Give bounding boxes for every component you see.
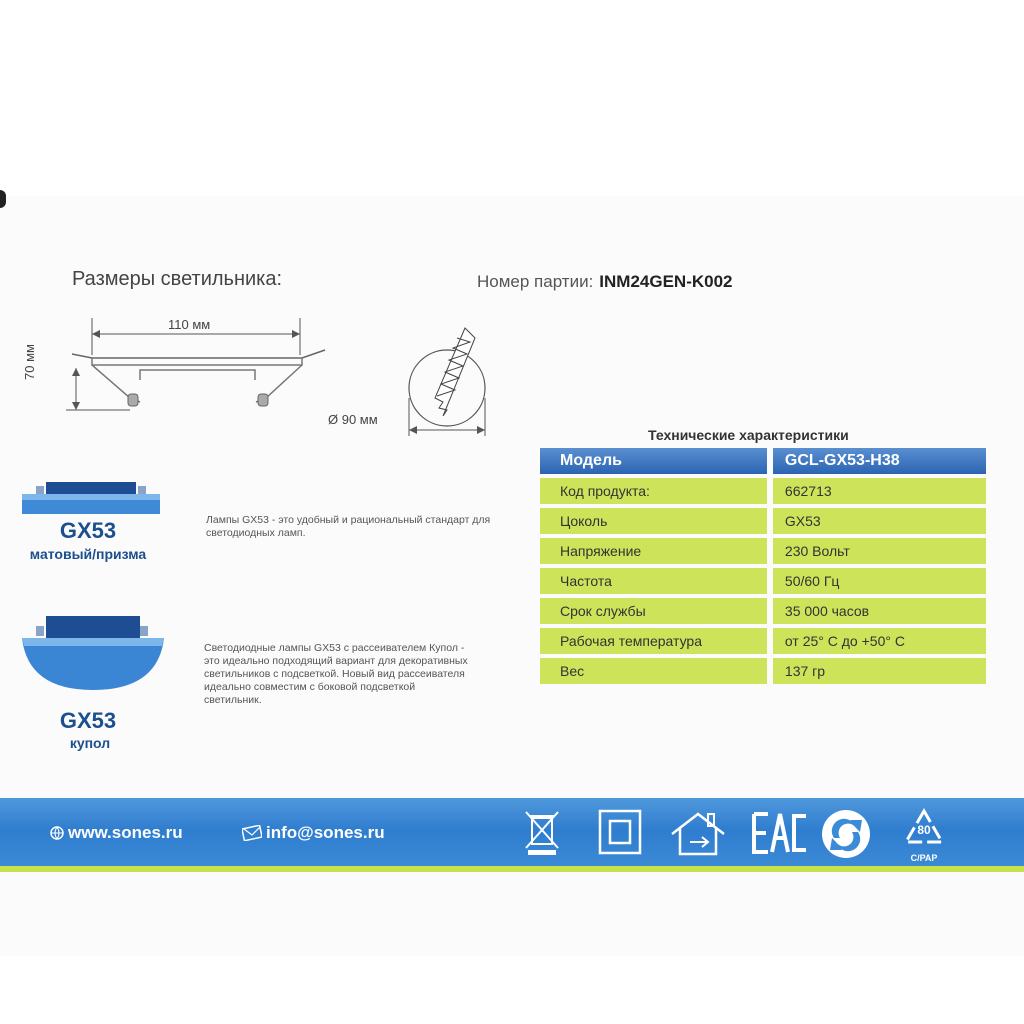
lamp2-description — [204, 642, 514, 707]
batch-label: Номер партии: — [477, 272, 594, 291]
spec-value: GX53 — [773, 508, 986, 534]
spec-label: Срок службы — [540, 598, 767, 624]
spec-value: 137 гр — [773, 658, 986, 684]
batch-value: INM24GEN-K002 — [599, 272, 733, 291]
specs-row — [540, 536, 986, 566]
specs-header-value: GCL-GX53-H38 — [773, 448, 986, 474]
specs-row — [540, 506, 986, 536]
website-link[interactable]: www.sones.ru — [68, 823, 183, 842]
email-link[interactable]: info@sones.ru — [266, 823, 385, 842]
double-insulation-icon — [598, 808, 642, 856]
spec-label: Цоколь — [540, 508, 767, 534]
lamp2-description-line: это идеально подходящий вариант для декоративных — [204, 655, 468, 667]
specs-row — [540, 626, 986, 656]
lamp2-description-line: Светодиодные лампы GX53 с рассеивателем Купол - — [204, 642, 465, 654]
cutout-label: Ø 90 мм — [328, 412, 378, 427]
lamp2-description-line: идеально совместим с боковой подсветкой — [204, 681, 416, 693]
spec-label: Напряжение — [540, 538, 767, 564]
spec-label: Рабочая температура — [540, 628, 767, 654]
weee-bin-icon — [522, 808, 562, 858]
spec-label: Вес — [540, 658, 767, 684]
width-label: 110 мм — [168, 317, 211, 332]
lamp2-description-line: светильник. — [204, 694, 262, 706]
specs-header-row — [540, 446, 986, 476]
lamp1-type: матовый/призма — [29, 546, 147, 562]
envelope-icon — [242, 825, 262, 841]
eac-mark-icon — [750, 808, 810, 858]
recycle-number: 80 — [917, 823, 931, 837]
lamp-prism-icon — [16, 476, 166, 516]
globe-icon — [50, 826, 64, 840]
spec-value: 50/60 Гц — [773, 568, 986, 594]
specs-row — [540, 476, 986, 506]
specs-header-label: Модель — [540, 448, 767, 474]
specs-row — [540, 656, 986, 686]
spec-value: 230 Вольт — [773, 538, 986, 564]
spec-label: Код продукта: — [540, 478, 767, 504]
dimensions-title: Размеры светильника: — [72, 268, 283, 290]
lamp1-title: GX53 — [59, 518, 117, 543]
lamp1-description: Лампы GX53 - это удобный и рациональный стандарт для светодиодных ламп. — [206, 514, 491, 539]
spec-label: Частота — [540, 568, 767, 594]
lamp2-type: купол — [69, 735, 111, 751]
spec-value: 35 000 часов — [773, 598, 986, 624]
lamp2-title: GX53 — [59, 708, 117, 733]
batch-number — [477, 272, 733, 292]
specs-row — [540, 596, 986, 626]
indoor-use-icon — [668, 808, 728, 858]
height-label: 70 мм — [22, 344, 37, 380]
specs-row — [540, 566, 986, 596]
recycle-icon — [820, 808, 872, 860]
specs-table — [540, 446, 986, 686]
recycle-code: C/PAP — [910, 853, 938, 863]
footer-green-stripe — [0, 866, 1024, 872]
lamp2-description-line: светильников с подсветкой. Новый вид рассеивателя — [204, 668, 465, 680]
specs-title: Технические характеристики — [648, 427, 849, 443]
cutout-drawing — [395, 318, 505, 448]
spec-value: 662713 — [773, 478, 986, 504]
spec-value: от 25° С до +50° С — [773, 628, 986, 654]
lamp-dome-icon — [18, 612, 168, 692]
